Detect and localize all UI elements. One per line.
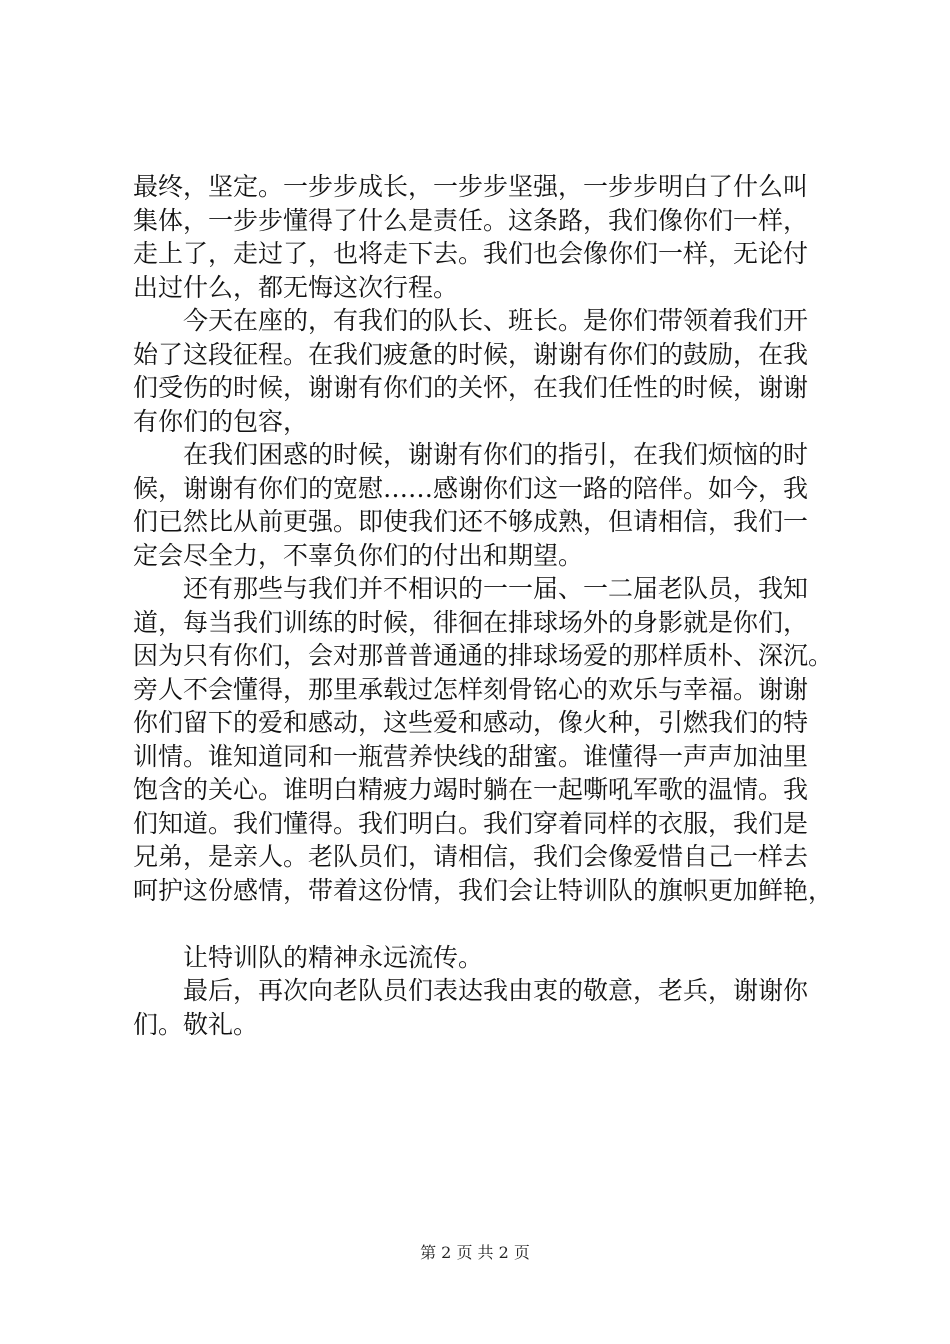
text-line: 因为只有你们，会对那普普通通的排球场爱的那样质朴、深沉。: [133, 641, 834, 670]
text-line: 呵护这份感情，带着这份情，我们会让特训队的旗帜更加鲜艳，: [133, 875, 834, 905]
paragraph-first-line: 还有那些与我们并不相识的一一届、一二届老队员，我知: [183, 574, 809, 603]
text-line: 道，每当我们训练的时候，徘徊在排球场外的身影就是你们，: [133, 607, 809, 637]
text-line: 走上了，走过了，也将走下去。我们也会像你们一样，无论付: [133, 239, 809, 268]
text-line: 定会尽全力，不辜负你们的付出和期望。: [133, 540, 584, 570]
text-line: 们受伤的时候，谢谢有你们的关怀，在我们任性的时候，谢谢: [133, 373, 809, 402]
text-line: 候，谢谢有你们的宽慰……感谢你们这一路的陪伴。如今，我: [133, 473, 809, 503]
paragraph-first-line: 今天在座的，有我们的队长、班长。是你们带领着我们开: [183, 306, 809, 335]
text-line: 始了这段征程。在我们疲惫的时候，谢谢有你们的鼓励，在我: [133, 339, 809, 369]
paragraph-first-line: 让特训队的精神永远流传。: [183, 942, 484, 972]
text-line: 你们留下的爱和感动，这些爱和感动，像火种，引燃我们的特: [133, 708, 809, 737]
paragraph-first-line: 最后，再次向老队员们表达我由衷的敬意，老兵，谢谢你: [183, 976, 809, 1005]
text-line: 出过什么，都无悔这次行程。: [133, 272, 459, 302]
document-body: [133, 170, 833, 1041]
text-line: 兄弟，是亲人。老队员们，请相信，我们会像爱惜自己一样去: [133, 842, 809, 871]
text-line: 们已然比从前更强。即使我们还不够成熟，但请相信，我们一: [133, 507, 809, 536]
text-line: 们知道。我们懂得。我们明白。我们穿着同样的衣服，我们是: [133, 808, 809, 838]
text-line: 最终，坚定。一步步成长，一步步坚强，一步步明白了什么叫: [133, 172, 809, 201]
text-line: 训情。谁知道同和一瓶营养快线的甜蜜。谁懂得一声声加油里: [133, 741, 809, 771]
text-line: 有你们的包容，: [133, 406, 309, 436]
text-line: 旁人不会懂得，那里承载过怎样刻骨铭心的欢乐与幸福。谢谢: [133, 674, 809, 704]
text-line: 集体，一步步懂得了什么是责任。这条路，我们像你们一样，: [133, 205, 809, 235]
text-line: 们。敬礼。: [133, 1009, 259, 1039]
page-number-footer: 第 2 页 共 2 页: [420, 1243, 530, 1262]
paragraph-gap: [133, 907, 833, 941]
text-line: 饱含的关心。谁明白精疲力竭时躺在一起嘶吼军歌的温情。我: [133, 775, 809, 804]
paragraph-first-line: 在我们困惑的时候，谢谢有你们的指引，在我们烦恼的时: [183, 440, 809, 469]
